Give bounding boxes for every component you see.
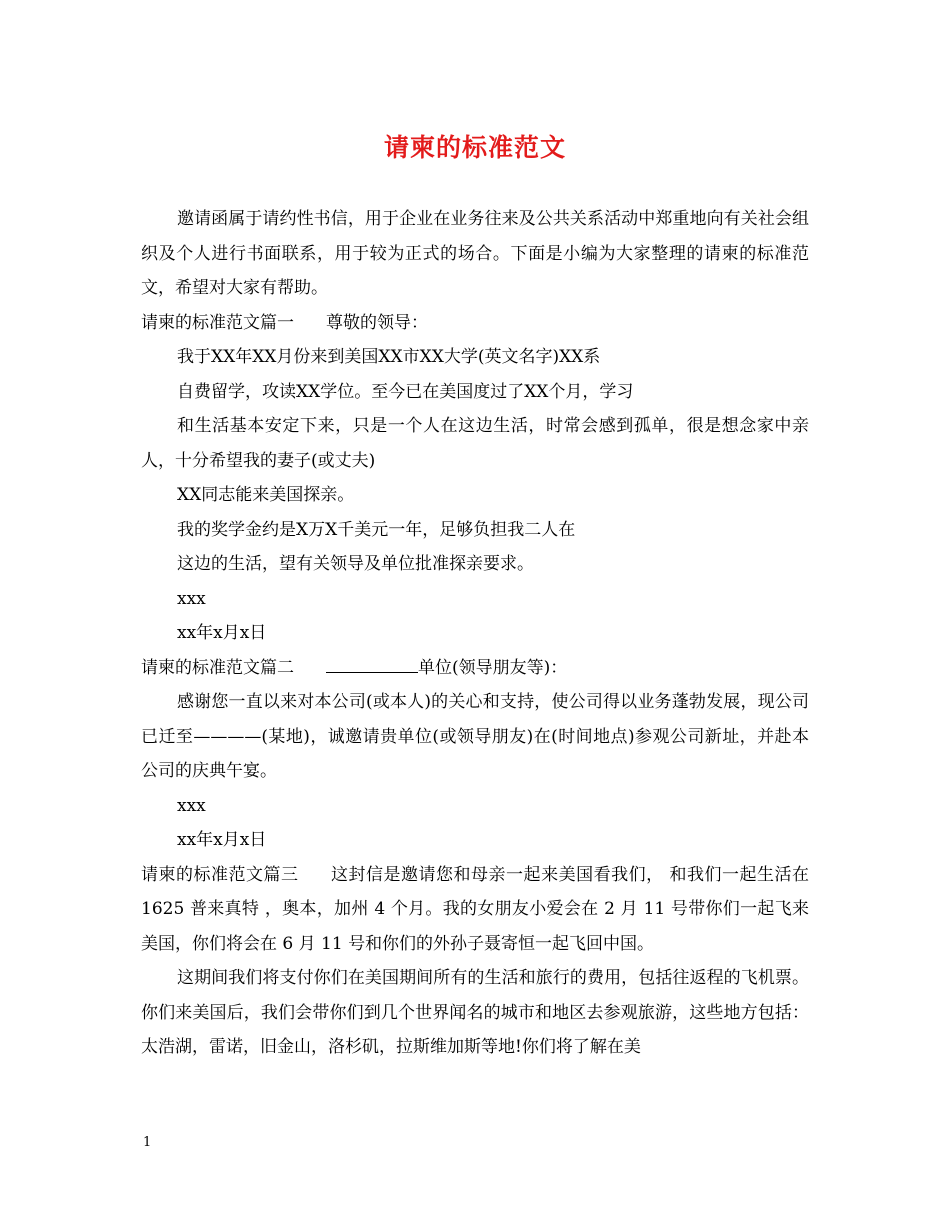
sample2-paragraph: 感谢您一直以来对本公司(或本人)的关心和支持，使公司得以业务蓬勃发展，现公司已迁至————(某地)，诚邀请贵单位(或领导朋友)在(时间地点)参观公司新址，并赴本公司的庆典午宴。 — [141, 692, 809, 781]
blank-underline — [326, 656, 418, 673]
sample1-heading-line — [141, 306, 809, 341]
sample2-date: xx年x月x日 — [177, 830, 267, 850]
sample1-signature: xxx — [177, 588, 206, 609]
sample1-line-6: 这边的生活，望有关领导及单位批准探亲要求。 — [177, 554, 534, 574]
sample1-line-5: 我的奖学金约是X万X千美元一年，足够负担我二人在 — [177, 519, 576, 540]
page-number: 1 — [143, 1135, 152, 1150]
sample1-line-1: 我于XX年XX月份来到美国XX市XX大学(英文名字)XX系 — [177, 347, 601, 367]
sample1-line-2: 自费留学，攻读XX学位。至今已在美国度过了XX个月，学习 — [177, 381, 634, 402]
sample3-paragraph-1 — [141, 858, 809, 962]
document-title: 请柬的标准范文 — [383, 133, 566, 162]
sample3-heading: 请柬的标准范文篇三 — [141, 864, 299, 885]
document-body — [141, 202, 809, 1065]
sample1-line-3: 和生活基本安定下来，只是一个人在这边生活，时常会感到孤单，很是想念家中亲人，十分希望我的妻子(或丈夫) — [141, 416, 809, 471]
sample2-heading-line — [141, 651, 809, 686]
intro-paragraph: 邀请函属于请约性书信，用于企业在业务往来及公共关系活动中郑重地向有关社会组织及个人进行书面联系，用于较为正式的场合。下面是小编为大家整理的请柬的标准范文，希望对大家有帮助。 — [141, 209, 809, 298]
sample3-text-1: 这封信是邀请您和母亲一起来美国看我们， 和我们一起生活在 1625 普来真特 ，奥本，加州 4 个月。我的女朋友小爱会在 2 月 11 号带你们一起飞来美国，你们将会在 6 月 11 号和你们的外孙子聂寄恒一起飞回中国。 — [141, 864, 810, 954]
sample2-heading: 请柬的标准范文篇二 — [141, 657, 294, 678]
sample1-salutation: 尊敬的领导： — [326, 312, 428, 333]
sample2-salutation: 单位(领导朋友等)： — [418, 657, 568, 678]
sample1-line-4: XX同志能来美国探亲。 — [177, 485, 355, 505]
sample1-date: xx年x月x日 — [177, 623, 267, 643]
sample1-heading: 请柬的标准范文篇一 — [141, 312, 294, 333]
sample2-signature: xxx — [177, 795, 206, 816]
sample3-paragraph-2: 这期间我们将支付你们在美国期间所有的生活和旅行的费用，包括往返程的飞机票。你们来美国后，我们会带你们到几个世界闻名的城市和地区去参观旅游，这些地方包括：太浩湖，雷诺，旧金山，洛杉矶，拉斯维加斯等地!你们将了解在美 — [141, 968, 809, 1057]
